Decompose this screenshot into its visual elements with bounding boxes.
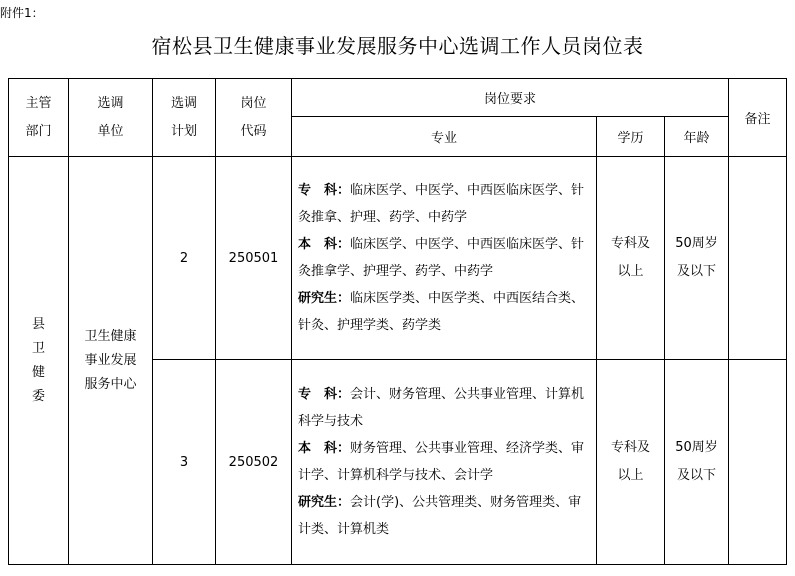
header-plan: 选调 计划 [153,79,216,157]
header-unit: 选调 单位 [69,79,153,157]
plan-cell: 2 [153,157,216,360]
unit-cell: 卫生健康 事业发展 服务中心 [69,157,153,565]
code-cell: 250501 [216,157,292,360]
remark-cell [729,360,787,565]
header-dept: 主管 部门 [9,79,69,157]
attachment-label: 附件1： [0,6,44,20]
age-cell: 50周岁 及以下 [665,360,729,565]
header-age: 年龄 [665,117,729,157]
header-major: 专业 [292,117,597,157]
plan-cell: 3 [153,360,216,565]
header-requirements: 岗位要求 [292,79,729,117]
education-cell: 专科及 以上 [597,157,665,360]
header-remark: 备注 [729,79,787,157]
code-cell: 250502 [216,360,292,565]
position-table [8,78,787,565]
major-cell: 专 科：会计、财务管理、公共事业管理、计算机科学与技术 本 科：财务管理、公共事业管理、经济学类、审计学、计算机科学与技术、会计学 研究生：会计(学)、公共管理类、财务管理类、审计类、计算机类 [292,360,597,565]
table-row [9,157,787,360]
header-education: 学历 [597,117,665,157]
remark-cell [729,157,787,360]
age-cell: 50周岁 及以下 [665,157,729,360]
page-title: 宿松县卫生健康事业发展服务中心选调工作人员岗位表 [151,34,644,58]
header-code: 岗位 代码 [216,79,292,157]
major-cell: 专 科：临床医学、中医学、中西医临床医学、针灸推拿、护理、药学、中药学 本 科：临床医学、中医学、中西医临床医学、针灸推拿学、护理学、药学、中药学 研究生：临床医学类、中医学类、中西医结合类、针灸、护理学类、药学类 [292,157,597,360]
education-cell: 专科及 以上 [597,360,665,565]
dept-cell: 县 卫 健 委 [9,157,69,565]
